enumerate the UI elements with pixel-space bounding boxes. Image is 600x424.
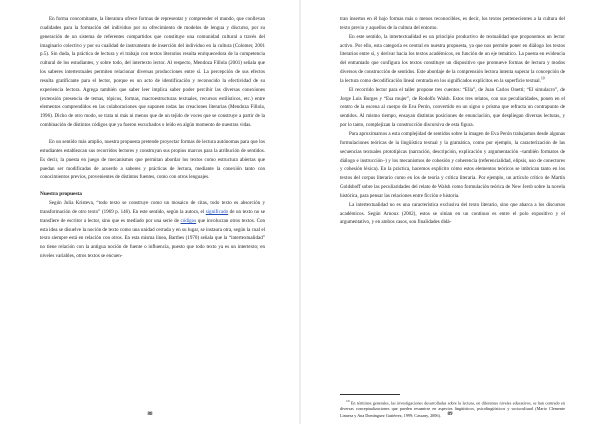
footnote-body: En términos generales, las investigaciones desarrolladas sobre la lectura, en diferentes niveles educativos, se han centrado en diversas conceptualizaciones que pueden resumirse en aspectos lingüísticos, psicolingüísticos y sociocultural (Mario Clemente Linuesa y Ana Domínguez Gutiérrez, 1999; Cassany, 2006). <box>340 400 565 418</box>
page-number: 89 <box>447 412 453 417</box>
section-heading: Nuestra propuesta <box>40 191 82 198</box>
paragraph: En un sentido más amplio, nuestra propuesta pretende proyectar formas de lectura autónomas para que los estudiantes establezcan sus recorridos lectores y construyan sus propios marcos para la atribución de sentidos. Es decir, la puesta en juego de mecanismos que permitan abordar los textos como estructura abiertas que puedan ser modificadas de acuerdo a saberes y prácticas de lectura, mediante la conexión tanto con conocimientos previos, provenientes de distintos fuentes, como con otros lenguajes. <box>40 138 265 181</box>
footnote-number: 10 <box>346 399 350 403</box>
paragraph: La intertextualidad no es una característica exclusiva del texto literario, sino que abarca a los discursos académicos. Según Arnoux (2002), estos se sitúan en un continuo es entre el polo expositivo y el argumentativo, y en ambos casos, son finalidades didá- <box>340 201 565 226</box>
paragraph: El recorrido lector para el taller propone tres cuentos: “Ella”, de Juan Carlos Onetti; “El simulacro”, de Jorge Luis Borges y “Esa mujer”, de Rodolfo Walsh. Estos tres relatos, con sus peculiaridades, ponen en el centro de la escena al cuerpo de Eva Perón, convertido en un signo o prisma que refracta un contrapunto de sentidos. Al mismo tiempo, ensayan distintas posiciones de enunciación, que despliegan diversas lecturas, y por lo tanto, complejizan la construcción discursiva de esta figura. <box>340 86 565 129</box>
right-page-body <box>340 15 565 227</box>
paragraph: tran insertos en él bajo formas más o menos reconocibles, es decir, los textos pertenecientes a la cultura del texto previo y aquellos de la cultura del entorno. <box>340 16 565 31</box>
paragraph <box>340 33 565 86</box>
footnote-rule <box>340 394 400 395</box>
footnote-marker[interactable]: 10 <box>540 76 545 81</box>
paragraph-text: Según Julia Kristeva, “todo texto se construye como un mosaico de citas, todo texto es absorción y transformación de otro texto” (1969 p. 146). En este sentido, según la autora, el <box>40 200 265 215</box>
right-page <box>300 0 600 424</box>
codigos-link[interactable]: códigos <box>180 217 197 224</box>
paragraph-text: En este sentido, la intertextualidad es un principio productivo de textualidad que proponemos un lector activo. Por ello, esta categoría es central en nuestra propuesta, ya que nos permite poner en diálogo los textos literarios entre sí, y derivar hacia los textos académicos, en función de un eje temático. La puesta en evidencia del entramado que configura los textos constituye un dispositivo que promueve formas de lectura y modos diversos de construcción de sentidos. Este abordaje de la comprensión lectora intenta superar la concepción de la lectura como decodificación lineal centrada en los significados explícitos en la superficie textual. <box>340 33 565 84</box>
paragraph-text: que involucran otros textos. Con esta idea se disuelve la noción de texto como una unidad cerrada y en su lugar, se instaura otra, según la cual el texto siempre está en relación con otros. En esta misma línea, Barthes (1970) señala que la “intertextualidad” no tiene relación con la antigua noción de fuente o influencia, puesto que todo texto ya es un intertexto; en niveles variables, otros textos se encuen- <box>40 217 265 260</box>
paragraph-text: de un texto no se transfiere de escritor a lector, sino que es mediado por una serie de <box>40 208 265 224</box>
paragraph: En forma concomitante, la literatura ofrece formas de representar y comprender el mundo, que conllevan cualidades para la formación del individuo por su ofrecimiento de modelos de lengua y discurso, por su generación de un sistema de referentes compartidos que constituye una comunidad cultural a través del imaginario colectivo y por su cualidad de instrumento de inserción del individuo en la cultura (Colomer, 2001 p.5). Sin duda, la práctica de lectura y el trabajo con textos literarios resulta enriquecedora de la competencia cultural de los estudiantes, y sobre todo, del intertexto lector. Al respecto, Mendoza Fillola (2001) señala que los saberes intertextuales permiten relacionar diversas producciones entre sí. La percepción de sus efectos resulta gratificante para el lector, porque es un acto de identificación y reconocido la efectividad de su experiencia lectora. Agrega también que saber leer implica saber poder percibir las diversas conexiones (extensión presencia de temas, tópicos, formas, macroestructuras textuales, recursos estilísticos, etc.) entre elementos comprendidos en las colaboraciones que suponen todas las creaciones literarias (Mendoza Fillola, 1996). Dicho de otro modo, se trata ni más ni menos que de un tejido de voces que se construye a partir de la combinación de distintos códigos que ya fueron escuchados o leído en algún momento de nuestras vidas. <box>40 16 265 129</box>
significado-link[interactable]: significado <box>205 208 229 215</box>
page-number: 88 <box>147 412 153 417</box>
paragraph: Para aproximarnos a esta complejidad de sentidos sobre la imagen de Eva Perón trabajamos desde algunas formulaciones teóricas de la lingüística textual y la gramática, como por ejemplo, la caracterización de las secuencias textuales prototípicas (narración, descripción, explicación y argumentación –también formatos de diálogo e instrucción–) y los mecanismos de cohesión y coherencia (referencialidad, elipsis, uso de conectores y cohesión léxica). En la práctica, hacemos explícito cómo estos elementos teóricos se imbrican tanto en los textos del corpus literario como en los de teoría y crítica literaria. Por ejemplo, un artículo crítico de Martín Goldsboff sobre las peculiaridades del relato de Walsh como formulación teórica de New Jersb sobre la novela histórica, para pensar las relaciones entre ficción e historia. <box>340 130 565 199</box>
paragraph <box>40 199 265 261</box>
left-page-body <box>40 15 265 261</box>
